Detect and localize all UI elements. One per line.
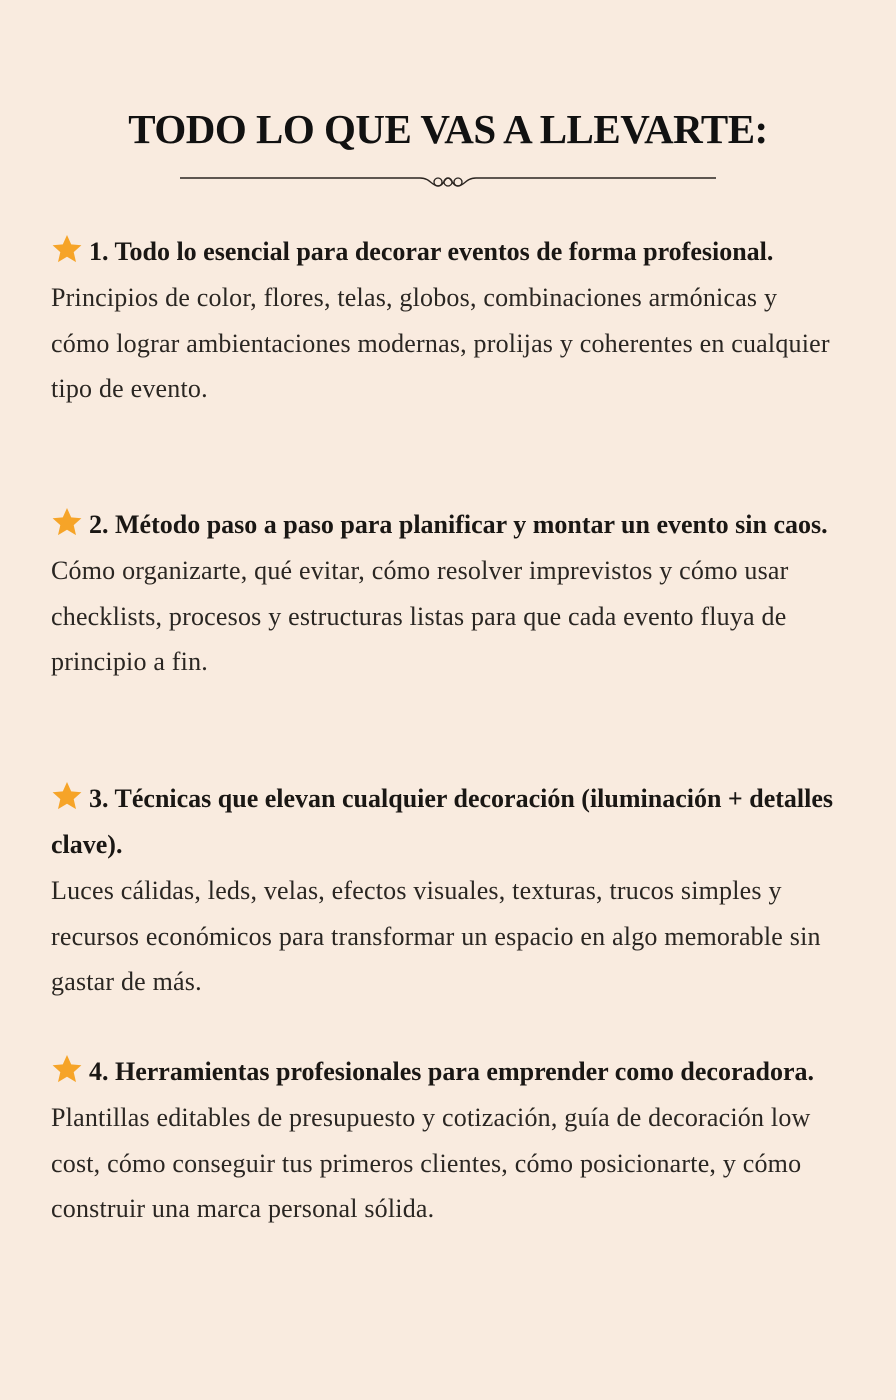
benefit-item-1 [51, 229, 841, 412]
benefit-item-3 [51, 776, 841, 1005]
benefit-heading-text: 4. Herramientas profesionales para emprender como decoradora. [89, 1057, 814, 1086]
benefit-heading [51, 1049, 841, 1095]
benefit-description: Plantillas editables de presupuesto y cotización, guía de decoración low cost, cómo conseguir tus primeros clientes, cómo posicionarte, y cómo construir una marca personal sólida. [51, 1103, 811, 1223]
star-icon [51, 1053, 83, 1085]
benefit-heading [51, 502, 841, 548]
benefit-heading-text: 1. Todo lo esencial para decorar eventos de forma profesional. [89, 237, 774, 266]
star-icon [51, 780, 83, 812]
benefit-heading [51, 776, 841, 868]
star-icon [51, 506, 83, 538]
ornament-divider-icon [180, 170, 716, 194]
benefit-description: Luces cálidas, leds, velas, efectos visuales, texturas, trucos simples y recursos económicos para transformar un espacio en algo memorable sin gastar de más. [51, 876, 821, 996]
benefit-description: Cómo organizarte, qué evitar, cómo resolver imprevistos y cómo usar checklists, procesos y estructuras listas para que cada evento fluya de principio a fin. [51, 556, 789, 676]
benefit-item-4 [51, 1049, 841, 1232]
benefit-heading-text: 2. Método paso a paso para planificar y montar un evento sin caos. [89, 510, 828, 539]
benefit-heading [51, 229, 841, 275]
star-icon [51, 233, 83, 265]
page-title: TODO LO QUE VAS A LLEVARTE: [128, 106, 768, 153]
benefit-item-2 [51, 502, 841, 685]
benefit-description: Principios de color, flores, telas, globos, combinaciones armónicas y cómo lograr ambientaciones modernas, prolijas y coherentes en cualquier tipo de evento. [51, 283, 830, 403]
benefit-heading-text: 3. Técnicas que elevan cualquier decoración (iluminación + detalles clave). [51, 784, 834, 859]
